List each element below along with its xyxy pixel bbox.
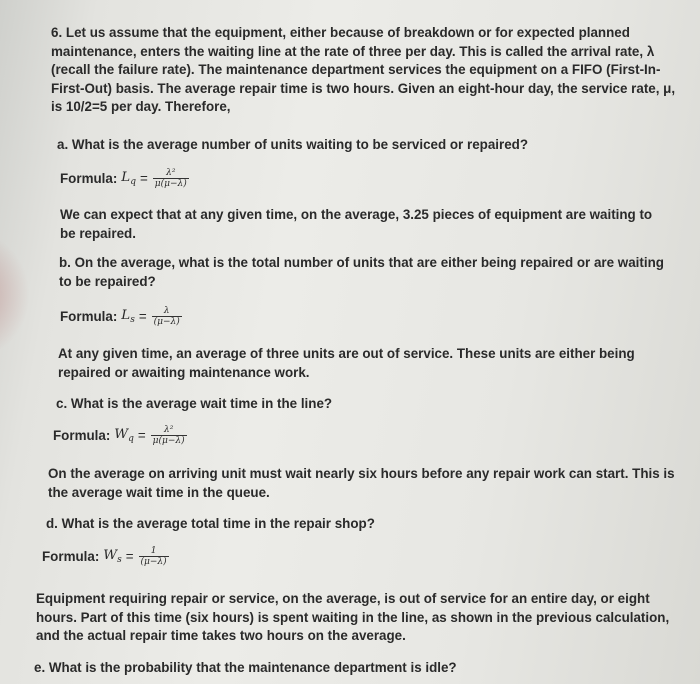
formula-b-denominator: (μ−λ) — [153, 317, 180, 327]
formula-b: Formula: $L_s$ = $\frac{\lambda}{(\mu-\lambda)}$ — [60, 306, 180, 327]
question-e: e. What is the probability that the maintenance department is idle? — [34, 660, 457, 675]
formula-b-numerator: λ — [163, 306, 170, 316]
formula-d: Formula: $W_s$ = $\frac{1}{(\mu-\lambda)}$ — [42, 546, 167, 567]
answer-d: Equipment requiring repair or service, on the average, is out of service for an entire day, or eight hours. Part of this time (six hours) is spent waiting in the line, as shown in the previous calculation, and the actual repair time takes two hours on the average. — [36, 591, 670, 643]
formula-a-fraction — [153, 168, 189, 189]
answer-b: At any given time, an average of three units are out of service. These units are either being repaired or awaiting maintenance work. — [58, 346, 635, 380]
formula-d-symbol: $W_s$ — [103, 548, 122, 565]
question-a: a. What is the average number of units waiting to be serviced or repaired? — [57, 137, 529, 152]
page-shadow — [0, 230, 30, 360]
question-d: d. What is the average total time in the repair shop? — [46, 516, 375, 531]
formula-a-label: Formula: — [60, 171, 118, 186]
formula-b-label: Formula: — [60, 309, 118, 324]
formula-b-fraction — [152, 306, 182, 327]
formula-c-denominator: μ(μ−λ) — [152, 436, 185, 446]
formula-d-label: Formula: — [42, 549, 100, 564]
formula-c-fraction — [151, 425, 187, 446]
formula-a-numerator: λ² — [166, 168, 176, 178]
formula-a-denominator: μ(μ−λ) — [154, 179, 187, 189]
question-b: b. On the average, what is the total number of units that are either being repaired or are waiting to be repaired? — [59, 255, 664, 289]
formula-c-label: Formula: — [53, 428, 111, 443]
formula-c: Formula: $W_q$ = $\frac{\text{λ²}}{\mu(\mu-\lambda)}$ — [53, 425, 185, 446]
formula-b-symbol: $L_s$ — [121, 308, 135, 325]
answer-a: We can expect that at any given time, on the average, 3.25 pieces of equipment are waiting to be repaired. — [60, 207, 653, 241]
formula-d-fraction — [139, 546, 169, 567]
formula-d-numerator: 1 — [150, 546, 157, 556]
question-c: c. What is the average wait time in the line? — [56, 396, 333, 411]
formula-d-denominator: (μ−λ) — [140, 557, 167, 567]
formula-c-symbol: $W_q$ — [114, 427, 134, 444]
answer-c: On the average on arriving unit must wait nearly six hours before any repair work can start. This is the average wait time in the queue. — [48, 466, 675, 500]
formula-a-symbol: $L_q$ — [121, 170, 136, 187]
intro-paragraph: 6. Let us assume that the equipment, either because of breakdown or for expected planned maintenance, enters the waiting line at the rate of three per day. This is called the arrival rate, λ (recall the failure rate). The maintenance department services the equipment on a FIFO (First-In-First-Out) basis. The average repair time is two hours. Given an eight-hour day, the service rate, μ, is 10/2=5 per day. Therefore, — [51, 25, 676, 114]
formula-c-numerator: λ² — [163, 425, 174, 435]
formula-a: Formula: $L_q$ = $\frac{\text{λ²}}{\mu(\mu-\lambda)}$ — [60, 168, 187, 189]
